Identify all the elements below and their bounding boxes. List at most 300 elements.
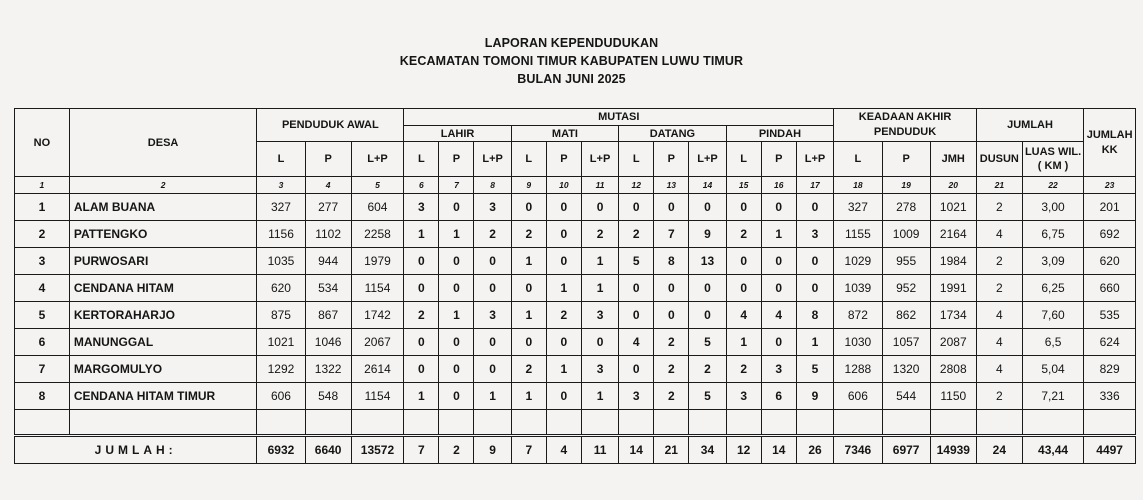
column-number: 15 [726, 177, 761, 194]
table-cell: 4 [976, 329, 1022, 356]
header-pindah-p: P [761, 142, 796, 177]
table-cell: 3 [474, 194, 511, 221]
row-number: 7 [15, 356, 70, 383]
table-cell: 1102 [305, 221, 351, 248]
blank-cell [581, 410, 618, 436]
table-cell: 1 [581, 383, 618, 410]
table-cell: 2614 [351, 356, 404, 383]
blank-cell [654, 410, 689, 436]
table-cell: 872 [834, 302, 882, 329]
table-cell: 875 [257, 302, 305, 329]
column-number: 12 [619, 177, 654, 194]
table-cell: 1 [511, 302, 546, 329]
table-cell: 278 [882, 194, 930, 221]
total-cell: 6640 [305, 436, 351, 464]
table-cell: 1 [581, 275, 618, 302]
table-cell: 2 [976, 383, 1022, 410]
table-cell: 13 [689, 248, 726, 275]
blank-cell [689, 410, 726, 436]
table-cell: 1021 [257, 329, 305, 356]
table-cell: 1 [439, 302, 474, 329]
table-cell: 606 [834, 383, 882, 410]
village-name: MARGOMULYO [69, 356, 257, 383]
table-cell: 5 [796, 356, 833, 383]
table-cell: 1991 [930, 275, 976, 302]
table-cell: 1029 [834, 248, 882, 275]
table-cell: 2 [474, 221, 511, 248]
table-cell: 3 [474, 302, 511, 329]
table-cell: 1979 [351, 248, 404, 275]
report-subtitle-district: KECAMATAN TOMONI TIMUR KABUPATEN LUWU TIMUR [399, 54, 744, 68]
row-number: 5 [15, 302, 70, 329]
table-cell: 0 [689, 194, 726, 221]
table-cell: 4 [976, 302, 1022, 329]
table-row [15, 221, 1136, 248]
table-cell: 6 [761, 383, 796, 410]
table-cell: 1 [404, 383, 439, 410]
table-cell: 5 [689, 383, 726, 410]
table-cell: 0 [439, 329, 474, 356]
header-mati-lp: L+P [581, 142, 618, 177]
table-cell: 0 [404, 329, 439, 356]
table-cell: 0 [796, 194, 833, 221]
table-cell: 0 [619, 194, 654, 221]
table-cell: 0 [404, 248, 439, 275]
table-cell: 6,5 [1022, 329, 1083, 356]
header-akhir-l: L [834, 142, 882, 177]
header-keadaan-akhir: KEADAAN AKHIR PENDUDUK [834, 109, 977, 142]
blank-cell [1084, 410, 1136, 436]
total-cell: 7 [404, 436, 439, 464]
total-cell: 7 [511, 436, 546, 464]
table-row [15, 356, 1136, 383]
table-cell: 0 [546, 383, 581, 410]
total-cell: 11 [581, 436, 618, 464]
table-cell: 2808 [930, 356, 976, 383]
table-cell: 3 [726, 383, 761, 410]
table-cell: 2 [511, 356, 546, 383]
village-name: KERTORAHARJO [69, 302, 257, 329]
column-number: 8 [474, 177, 511, 194]
table-cell: 0 [474, 356, 511, 383]
table-cell: 0 [761, 248, 796, 275]
header-pindah-lp: L+P [796, 142, 833, 177]
header-lahir-p: P [439, 142, 474, 177]
table-cell: 0 [474, 329, 511, 356]
table-cell: 201 [1084, 194, 1136, 221]
column-number: 10 [546, 177, 581, 194]
table-cell: 952 [882, 275, 930, 302]
column-number: 20 [930, 177, 976, 194]
header-desa: DESA [69, 109, 257, 177]
header-lahir-lp: L+P [474, 142, 511, 177]
header-datang-l: L [619, 142, 654, 177]
column-number: 16 [761, 177, 796, 194]
table-cell: 692 [1084, 221, 1136, 248]
table-cell: 1150 [930, 383, 976, 410]
table-cell: 0 [439, 356, 474, 383]
table-cell: 2 [404, 302, 439, 329]
table-cell: 0 [511, 275, 546, 302]
table-cell: 2 [726, 356, 761, 383]
table-cell: 606 [257, 383, 305, 410]
table-cell: 1046 [305, 329, 351, 356]
table-cell: 0 [511, 329, 546, 356]
table-cell: 1 [511, 248, 546, 275]
table-cell: 2067 [351, 329, 404, 356]
table-cell: 1035 [257, 248, 305, 275]
table-cell: 0 [474, 275, 511, 302]
column-number: 23 [1084, 177, 1136, 194]
header-mati-l: L [511, 142, 546, 177]
column-number: 2 [69, 177, 257, 194]
table-cell: 0 [654, 275, 689, 302]
table-cell: 3 [796, 221, 833, 248]
blank-cell [619, 410, 654, 436]
table-cell: 0 [726, 248, 761, 275]
table-cell: 3 [404, 194, 439, 221]
table-cell: 1288 [834, 356, 882, 383]
row-number: 4 [15, 275, 70, 302]
blank-cell [882, 410, 930, 436]
table-cell: 829 [1084, 356, 1136, 383]
table-cell: 544 [882, 383, 930, 410]
table-cell: 0 [439, 275, 474, 302]
blank-cell [351, 410, 404, 436]
table-cell: 3,09 [1022, 248, 1083, 275]
blank-cell [511, 410, 546, 436]
table-cell: 2 [546, 302, 581, 329]
table-cell: 548 [305, 383, 351, 410]
blank-cell [834, 410, 882, 436]
column-number: 9 [511, 177, 546, 194]
header-akhir-p: P [882, 142, 930, 177]
total-cell: 9 [474, 436, 511, 464]
total-cell: 2 [439, 436, 474, 464]
table-cell: 620 [257, 275, 305, 302]
table-cell: 2 [976, 194, 1022, 221]
table-cell: 4 [726, 302, 761, 329]
table-cell: 1030 [834, 329, 882, 356]
blank-cell [257, 410, 305, 436]
table-cell: 1155 [834, 221, 882, 248]
table-cell: 1154 [351, 275, 404, 302]
table-cell: 0 [796, 248, 833, 275]
header-no: NO [15, 109, 70, 177]
table-cell: 3 [761, 356, 796, 383]
table-cell: 327 [834, 194, 882, 221]
table-cell: 1 [474, 383, 511, 410]
table-cell: 1322 [305, 356, 351, 383]
table-cell: 0 [546, 329, 581, 356]
report-title: LAPORAN KEPENDUDUKAN [484, 36, 659, 50]
column-number: 7 [439, 177, 474, 194]
table-cell: 535 [1084, 302, 1136, 329]
total-cell: 7346 [834, 436, 882, 464]
total-cell: 34 [689, 436, 726, 464]
table-cell: 1156 [257, 221, 305, 248]
total-cell: 14939 [930, 436, 976, 464]
table-cell: 1 [796, 329, 833, 356]
table-cell: 1320 [882, 356, 930, 383]
table-cell: 8 [796, 302, 833, 329]
table-cell: 955 [882, 248, 930, 275]
blank-cell [1022, 410, 1083, 436]
table-cell: 0 [619, 275, 654, 302]
table-cell: 2 [654, 356, 689, 383]
population-report-table [14, 108, 1136, 464]
table-cell: 4 [976, 221, 1022, 248]
column-number: 4 [305, 177, 351, 194]
table-cell: 0 [404, 356, 439, 383]
column-number: 21 [976, 177, 1022, 194]
table-cell: 2 [619, 221, 654, 248]
row-number: 2 [15, 221, 70, 248]
header-dusun: DUSUN [976, 142, 1022, 177]
column-number: 11 [581, 177, 618, 194]
table-cell: 0 [546, 221, 581, 248]
table-cell: 1734 [930, 302, 976, 329]
table-cell: 1154 [351, 383, 404, 410]
blank-cell [930, 410, 976, 436]
table-cell: 2164 [930, 221, 976, 248]
table-cell: 1 [546, 356, 581, 383]
table-row [15, 248, 1136, 275]
column-number: 13 [654, 177, 689, 194]
village-name: MANUNGGAL [69, 329, 257, 356]
header-akhir-jmh: JMH [930, 142, 976, 177]
blank-cell [726, 410, 761, 436]
header-lahir-l: L [404, 142, 439, 177]
table-cell: 0 [761, 329, 796, 356]
row-number: 8 [15, 383, 70, 410]
column-number: 22 [1022, 177, 1083, 194]
table-cell: 0 [761, 275, 796, 302]
table-cell: 0 [726, 275, 761, 302]
total-cell: 13572 [351, 436, 404, 464]
header-pindah-l: L [726, 142, 761, 177]
column-number: 18 [834, 177, 882, 194]
table-cell: 336 [1084, 383, 1136, 410]
blank-cell [761, 410, 796, 436]
table-header [15, 109, 1136, 194]
table-cell: 3 [581, 302, 618, 329]
header-datang-lp: L+P [689, 142, 726, 177]
blank-cell [976, 410, 1022, 436]
table-cell: 0 [619, 302, 654, 329]
header-jumlah: JUMLAH [976, 109, 1083, 142]
table-cell: 1039 [834, 275, 882, 302]
report-period: BULAN JUNI 2025 [517, 72, 626, 86]
village-name: CENDANA HITAM TIMUR [69, 383, 257, 410]
header-jumlah-kk: JUMLAH KK [1084, 109, 1136, 177]
table-cell: 2 [976, 275, 1022, 302]
table-cell: 604 [351, 194, 404, 221]
total-cell: 14 [619, 436, 654, 464]
table-cell: 1 [439, 221, 474, 248]
table-row [15, 302, 1136, 329]
table-cell: 7,60 [1022, 302, 1083, 329]
table-cell: 0 [761, 194, 796, 221]
row-number: 6 [15, 329, 70, 356]
table-cell: 0 [404, 275, 439, 302]
table-cell: 0 [689, 275, 726, 302]
table-cell: 7 [654, 221, 689, 248]
table-cell: 1021 [930, 194, 976, 221]
table-cell: 1 [761, 221, 796, 248]
table-cell: 1742 [351, 302, 404, 329]
table-cell: 6,25 [1022, 275, 1083, 302]
blank-cell [404, 410, 439, 436]
row-number: 1 [15, 194, 70, 221]
table-cell: 1 [546, 275, 581, 302]
total-cell: 6977 [882, 436, 930, 464]
table-cell: 0 [511, 194, 546, 221]
table-cell: 3,00 [1022, 194, 1083, 221]
table-cell: 4 [761, 302, 796, 329]
table-cell: 1009 [882, 221, 930, 248]
blank-cell [69, 410, 257, 436]
column-number: 5 [351, 177, 404, 194]
total-cell: 12 [726, 436, 761, 464]
village-name: PATTENGKO [69, 221, 257, 248]
table-cell: 3 [619, 383, 654, 410]
total-cell: 4 [546, 436, 581, 464]
column-number: 14 [689, 177, 726, 194]
table-cell: 2 [511, 221, 546, 248]
header-lahir: LAHIR [404, 126, 511, 142]
table-cell: 0 [439, 194, 474, 221]
table-cell: 0 [546, 248, 581, 275]
table-cell: 0 [689, 302, 726, 329]
table-cell: 3 [581, 356, 618, 383]
table-cell: 2 [654, 329, 689, 356]
total-cell: 4497 [1084, 436, 1136, 464]
blank-cell [15, 410, 70, 436]
table-cell: 0 [654, 194, 689, 221]
header-pindah: PINDAH [726, 126, 834, 142]
total-cell: 21 [654, 436, 689, 464]
table-cell: 5 [689, 329, 726, 356]
column-number: 19 [882, 177, 930, 194]
table-cell: 1984 [930, 248, 976, 275]
table-cell: 1 [726, 329, 761, 356]
table-cell: 0 [439, 248, 474, 275]
table-cell: 0 [474, 248, 511, 275]
village-name: ALAM BUANA [69, 194, 257, 221]
column-number: 3 [257, 177, 305, 194]
table-cell: 1292 [257, 356, 305, 383]
row-number: 3 [15, 248, 70, 275]
blank-cell [796, 410, 833, 436]
blank-row [15, 410, 1136, 436]
header-awal-l: L [257, 142, 305, 177]
table-row [15, 275, 1136, 302]
table-row [15, 383, 1136, 410]
table-cell: 327 [257, 194, 305, 221]
total-row [15, 436, 1136, 464]
column-number-row [15, 177, 1136, 194]
header-mati: MATI [511, 126, 618, 142]
table-cell: 2 [726, 221, 761, 248]
table-cell: 1 [581, 248, 618, 275]
header-datang: DATANG [619, 126, 726, 142]
table-cell: 2 [976, 248, 1022, 275]
table-cell: 2087 [930, 329, 976, 356]
table-cell: 1057 [882, 329, 930, 356]
table-cell: 620 [1084, 248, 1136, 275]
table-cell: 9 [796, 383, 833, 410]
table-cell: 6,75 [1022, 221, 1083, 248]
table-cell: 0 [619, 356, 654, 383]
table-cell: 0 [726, 194, 761, 221]
table-cell: 9 [689, 221, 726, 248]
table-row [15, 329, 1136, 356]
total-cell: 26 [796, 436, 833, 464]
village-name: CENDANA HITAM [69, 275, 257, 302]
table-cell: 867 [305, 302, 351, 329]
header-penduduk-awal: PENDUDUK AWAL [257, 109, 404, 142]
table-cell: 0 [439, 383, 474, 410]
table-body [15, 194, 1136, 410]
header-mati-p: P [546, 142, 581, 177]
total-cell: 6932 [257, 436, 305, 464]
column-number: 17 [796, 177, 833, 194]
header-datang-p: P [654, 142, 689, 177]
column-number: 6 [404, 177, 439, 194]
table-cell: 5 [619, 248, 654, 275]
total-cell: 24 [976, 436, 1022, 464]
header-mutasi: MUTASI [404, 109, 834, 126]
table-cell: 5,04 [1022, 356, 1083, 383]
table-cell: 2 [689, 356, 726, 383]
table-cell: 534 [305, 275, 351, 302]
village-name: PURWOSARI [69, 248, 257, 275]
table-cell: 2258 [351, 221, 404, 248]
blank-cell [546, 410, 581, 436]
table-cell: 862 [882, 302, 930, 329]
table-cell: 277 [305, 194, 351, 221]
table-row [15, 194, 1136, 221]
total-label: JUMLAH: [15, 436, 257, 464]
table-cell: 7,21 [1022, 383, 1083, 410]
table-cell: 624 [1084, 329, 1136, 356]
blank-cell [305, 410, 351, 436]
header-awal-lp: L+P [351, 142, 404, 177]
table-cell: 4 [976, 356, 1022, 383]
total-cell: 14 [761, 436, 796, 464]
table-cell: 0 [581, 194, 618, 221]
column-number: 1 [15, 177, 70, 194]
header-awal-p: P [305, 142, 351, 177]
blank-cell [439, 410, 474, 436]
table-cell: 0 [796, 275, 833, 302]
table-cell: 2 [581, 221, 618, 248]
table-cell: 4 [619, 329, 654, 356]
table-cell: 1 [511, 383, 546, 410]
table-cell: 0 [654, 302, 689, 329]
table-cell: 8 [654, 248, 689, 275]
report-title-block [0, 34, 1143, 88]
table-cell: 0 [581, 329, 618, 356]
table-cell: 1 [404, 221, 439, 248]
table-cell: 2 [654, 383, 689, 410]
blank-cell [474, 410, 511, 436]
table-cell: 660 [1084, 275, 1136, 302]
total-cell: 43,44 [1022, 436, 1083, 464]
table-cell: 944 [305, 248, 351, 275]
table-cell: 0 [546, 194, 581, 221]
